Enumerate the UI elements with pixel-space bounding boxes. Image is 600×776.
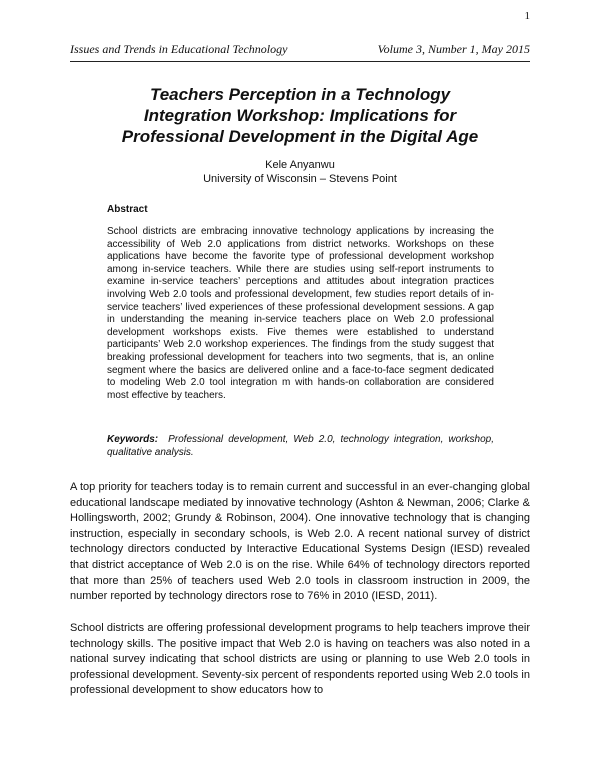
body-paragraph: A top priority for teachers today is to remain current and successful in an ever-changing global educational landscape mediated by innovative technology (Ashton & Newman, 2006; Clarke & Hollingsworth, 2002; Grundy & Robinson, 2004). One innovative technology that is changing instruction, especially in secondary schools, is Web 2.0. A recent national survey of district technology directors conducted by Interactive Educational Systems Design (IESD) revealed that district acceptance of Web 2.0 is on the rise. While 64% of technology directors reported that more than 25% of teachers used Web 2.0 tools in classroom instruction in 2009, the number reported by technology directors rose to 76% in 2010 (IESD, 2011). xyxy=(70,481,530,603)
paper-title xyxy=(80,84,520,147)
body-paragraph: School districts are offering professional development programs to help teachers improve their technology skills. The positive impact that Web 2.0 is having on teachers was also noted in a national survey indicating that school districts are using or planning to use Web 2.0 tools in professional development. Seventy-six percent of respondents reported using Web 2.0 tools in professional development to show educators how to xyxy=(70,622,530,697)
page-number: 1 xyxy=(524,10,530,22)
abstract-text: School districts are embracing innovative technology applications by increasing the accessibility of Web 2.0 applications from district networks. Workshops on these applications have become the favorite type of professional development workshop among in-service teachers. While there are studies using self-report instruments to examine in-service teachers’ perceptions and attitudes about integration practices involving Web 2.0 tools and professional development, few studies report details of in-service teachers’ lived experiences of these professional development sessions. A gap in understanding the meaning in-service teachers place on Web 2.0 professional development workshops exists. Five themes were established to understand participants’ Web 2.0 workshop experiences. The findings from the study suggest that breaking professional development for teachers into two segments, that is, an online segment where the basics are delivered online and a face-to-face segment dedicated to modeling Web 2.0 tool integration m with hands-on collaboration are considered most effective by teachers. xyxy=(107,226,494,401)
header-rule xyxy=(70,61,530,62)
author-block xyxy=(70,158,530,186)
title-line: Teachers Perception in a Technology xyxy=(149,85,451,104)
abstract-heading: Abstract xyxy=(107,204,148,215)
author-name: Kele Anyanwu xyxy=(265,159,335,171)
journal-name: Issues and Trends in Educational Technology xyxy=(70,42,288,56)
keywords-label: Keywords: xyxy=(107,434,159,445)
author-affiliation: University of Wisconsin – Stevens Point xyxy=(203,173,397,185)
title-line: Professional Development in the Digital Age xyxy=(121,127,479,146)
keywords-text: Professional development, Web 2.0, technology integration, workshop, qualitative analysis. xyxy=(107,434,494,458)
keywords xyxy=(107,434,494,459)
title-line: Integration Workshop: Implications for xyxy=(143,106,457,125)
volume-info: Volume 3, Number 1, May 2015 xyxy=(377,42,530,56)
running-header xyxy=(70,42,530,57)
